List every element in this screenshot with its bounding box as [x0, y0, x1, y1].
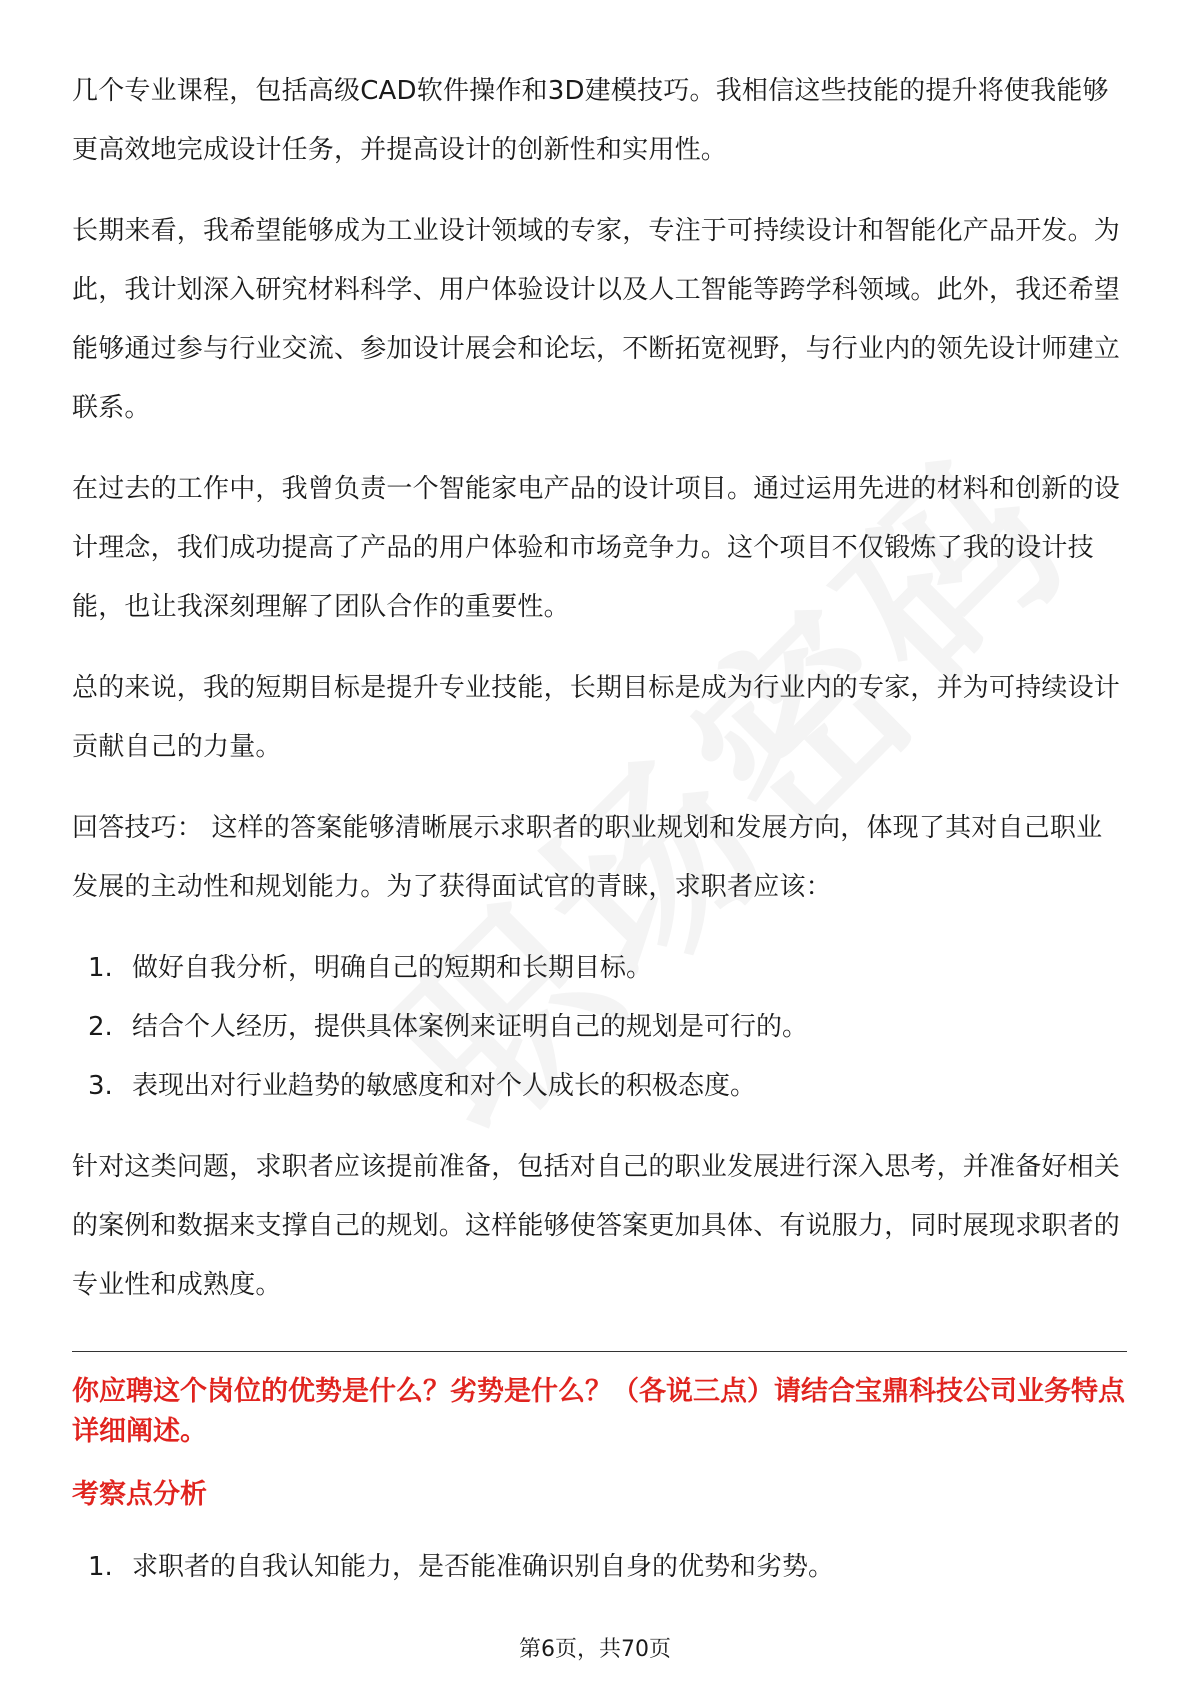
analysis-list [72, 1538, 1127, 1597]
answer-tips-paragraph: 回答技巧： 这样的答案能够清晰展示求职者的职业规划和发展方向，体现了其对自己职业发展的主动性和规划能力。为了获得面试官的青睐，求职者应该： [72, 813, 1103, 902]
paragraph: 在过去的工作中，我曾负责一个智能家电产品的设计项目。通过运用先进的材料和创新的设计理念，我们成功提高了产品的用户体验和市场竞争力。这个项目不仅锻炼了我的设计技能，也让我深刻理解了团队合作的重要性。 [72, 474, 1121, 622]
list-number: 3. [88, 1071, 113, 1101]
document-body [72, 62, 1127, 1619]
list-item [72, 998, 1127, 1057]
list-item [72, 1538, 1127, 1597]
list-text: 做好自我分析，明确自己的短期和长期目标。 [132, 953, 653, 983]
list-number: 2. [88, 1012, 113, 1042]
list-item [72, 939, 1127, 998]
list-item [72, 1057, 1127, 1116]
list-text: 求职者的自我认知能力，是否能准确识别自身的优势和劣势。 [132, 1552, 835, 1582]
question-heading: 你应聘这个岗位的优势是什么？劣势是什么？（各说三点）请结合宝鼎科技公司业务特点详细阐述。 [72, 1376, 1125, 1447]
list-number: 1. [88, 1552, 113, 1582]
paragraph: 几个专业课程，包括高级CAD软件操作和3D建模技巧。我相信这些技能的提升将使我能够更高效地完成设计任务，并提高设计的创新性和实用性。 [72, 76, 1109, 165]
list-text: 表现出对行业趋势的敏感度和对个人成长的积极态度。 [132, 1071, 757, 1101]
closing-paragraph: 针对这类问题，求职者应该提前准备，包括对自己的职业发展进行深入思考，并准备好相关的案例和数据来支撑自己的规划。这样能够使答案更加具体、有说服力，同时展现求职者的专业性和成熟度。 [72, 1152, 1121, 1300]
list-number: 1. [88, 953, 113, 983]
paragraph: 长期来看，我希望能够成为工业设计领域的专家，专注于可持续设计和智能化产品开发。为此，我计划深入研究材料科学、用户体验设计以及人工智能等跨学科领域。此外，我还希望能够通过参与行业交流、参加设计展会和论坛，不断拓宽视野，与行业内的领先设计师建立联系。 [72, 216, 1121, 423]
section-divider [72, 1351, 1127, 1352]
page-footer: 第6页，共70页 [519, 1637, 671, 1662]
paragraph: 总的来说，我的短期目标是提升专业技能，长期目标是成为行业内的专家，并为可持续设计贡献自己的力量。 [72, 673, 1121, 762]
list-text: 结合个人经历，提供具体案例来证明自己的规划是可行的。 [132, 1012, 809, 1042]
tips-list [72, 939, 1127, 1116]
analysis-title: 考察点分析 [72, 1479, 207, 1510]
